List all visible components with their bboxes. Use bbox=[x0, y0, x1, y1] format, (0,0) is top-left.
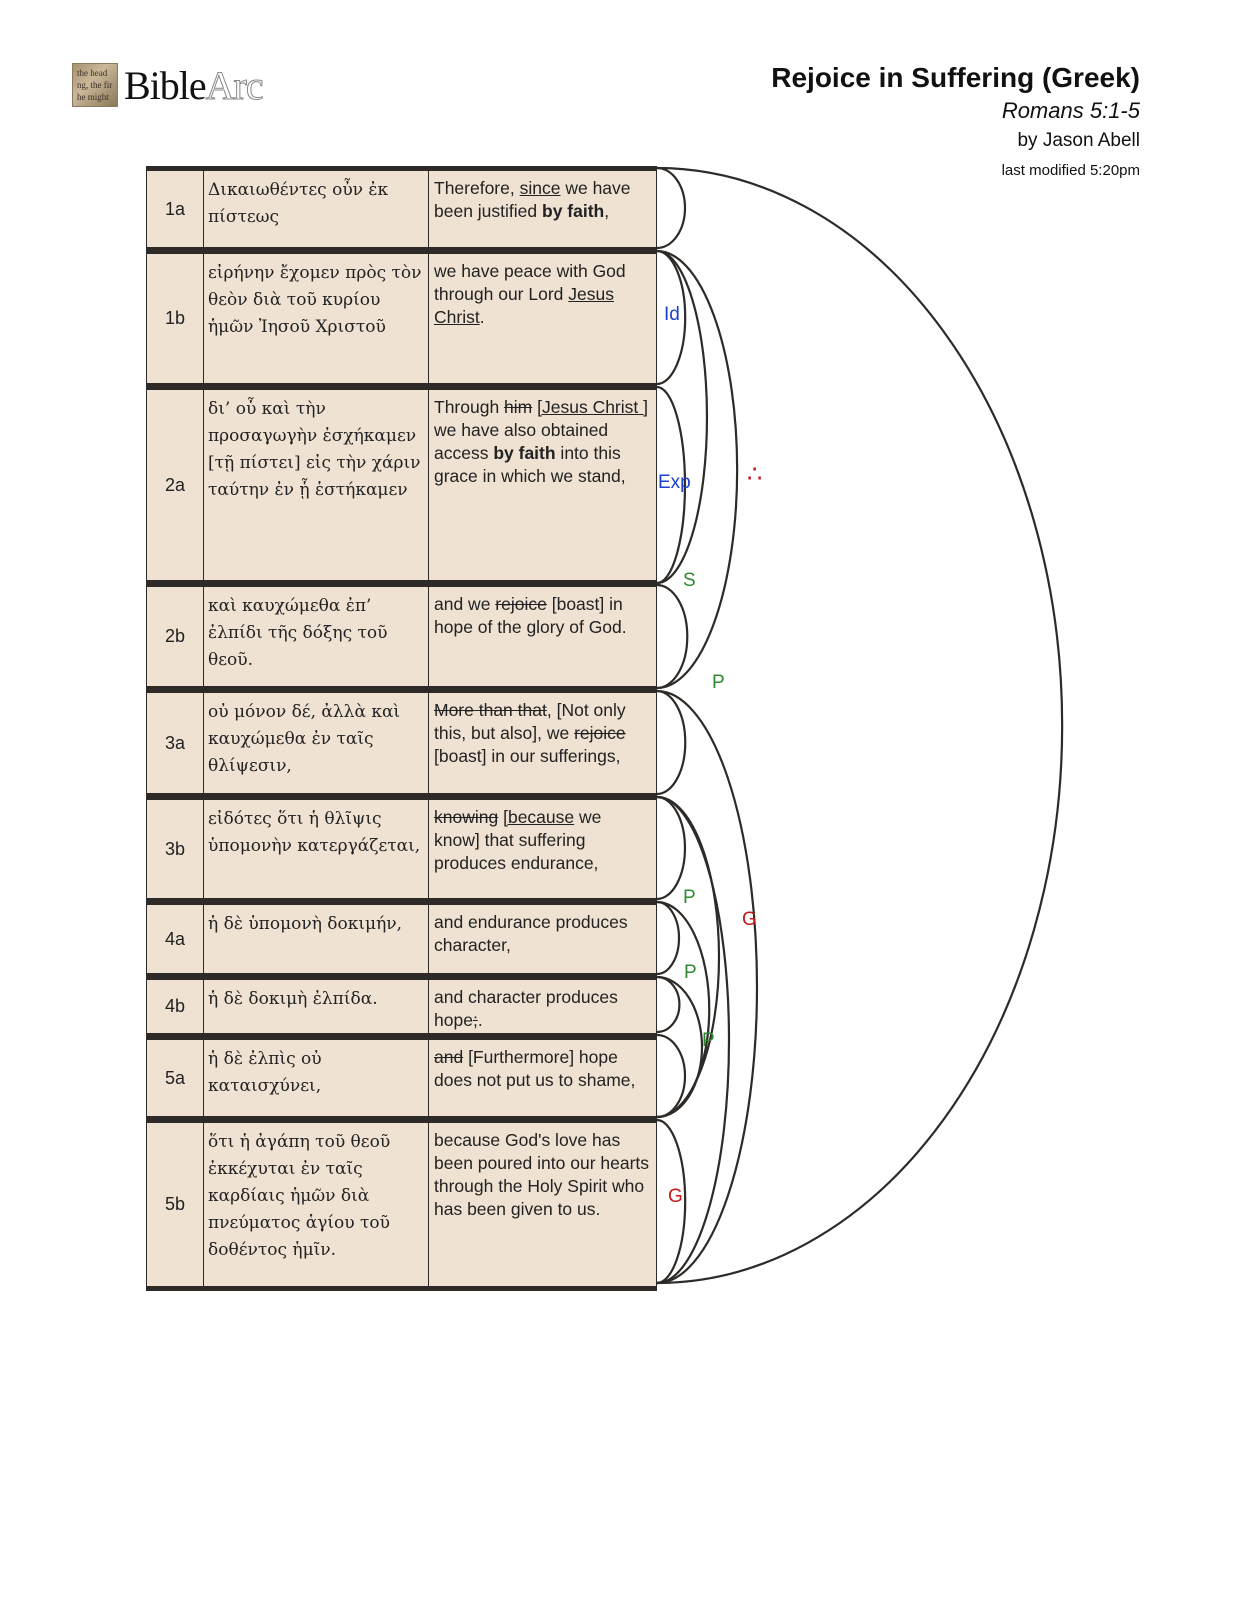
struck-segment: knowing bbox=[434, 807, 499, 827]
text-segment: and endurance produces character, bbox=[434, 912, 628, 955]
english-text bbox=[429, 693, 657, 793]
underlined-segment: [Jesus Christ ] bbox=[537, 397, 648, 417]
english-text bbox=[429, 587, 657, 686]
verse-label: 1a bbox=[146, 171, 204, 247]
verse-label: 2b bbox=[146, 587, 204, 686]
biblearc-logo[interactable] bbox=[72, 62, 263, 108]
relation-therefore: ∴ bbox=[747, 461, 763, 488]
english-text bbox=[429, 390, 657, 580]
proposition-row[interactable] bbox=[146, 975, 657, 1038]
proposition-row[interactable] bbox=[146, 1035, 657, 1121]
greek-text: ἡ δὲ δοκιμὴ ἐλπίδα. bbox=[202, 980, 429, 1033]
text-segment: [Furthermore] hope does not put us to shame, bbox=[434, 1047, 636, 1090]
struck-segment: ; bbox=[472, 1010, 478, 1030]
author: by Jason Abell bbox=[1017, 130, 1140, 151]
english-text bbox=[429, 1123, 657, 1286]
verse-label: 5a bbox=[146, 1040, 204, 1116]
arc-4a bbox=[657, 902, 679, 974]
relation-p: P bbox=[683, 887, 696, 908]
proposition-row[interactable] bbox=[146, 688, 657, 798]
text-segment: , bbox=[604, 201, 610, 221]
arc-3b-5a bbox=[657, 797, 719, 1117]
proposition-row[interactable] bbox=[146, 795, 657, 903]
relation-id: Id bbox=[664, 304, 680, 325]
relation-g: G bbox=[668, 1186, 683, 1207]
arc-4a-5a bbox=[657, 902, 709, 1117]
underlined-segment: Jesus Christ bbox=[434, 284, 614, 327]
text-segment: Therefore, bbox=[434, 178, 520, 198]
text-segment: [boast] in our sufferings, bbox=[434, 746, 621, 766]
greek-text: δι’ οὗ καὶ τὴν προσαγωγὴν ἐσχήκαμεν [τῇ πίστει] εἰς τὴν χάριν ταύτην ἐν ᾗ ἑστήκαμεν bbox=[202, 390, 429, 580]
text-segment: because God's love has been poured into our hearts through the Holy Spirit who has been given to us. bbox=[434, 1130, 650, 1219]
logo-text bbox=[124, 62, 263, 109]
logo-image bbox=[72, 63, 118, 107]
relation-g: G bbox=[742, 909, 757, 930]
arc-1b-2a bbox=[657, 251, 707, 583]
text-segment: we have peace with God through our Lord bbox=[434, 261, 626, 304]
logo-image-text-2: ng, the fir bbox=[77, 80, 113, 90]
text-segment: , [Not only this, but also], we bbox=[434, 700, 626, 743]
text-segment: and character produces hope bbox=[434, 987, 618, 1030]
proposition-row[interactable] bbox=[146, 900, 657, 978]
text-segment: we have also obtained access bbox=[434, 420, 609, 463]
arc-1a bbox=[657, 168, 685, 248]
text-segment: . bbox=[479, 307, 485, 327]
underlined-segment: [because bbox=[503, 807, 575, 827]
verse-label: 4b bbox=[146, 980, 204, 1033]
arc-3b-5b bbox=[657, 797, 729, 1283]
proposition-row[interactable] bbox=[146, 582, 657, 691]
text-segment: [boast] in hope of the glory of God. bbox=[434, 594, 627, 637]
arc-outer bbox=[657, 168, 1062, 1283]
struck-segment: him bbox=[504, 397, 533, 417]
struck-segment: rejoice bbox=[574, 723, 626, 743]
greek-text: καὶ καυχώμεθα ἐπ’ ἐλπίδι τῆς δόξης τοῦ θεοῦ. bbox=[202, 587, 429, 686]
greek-text: ἡ δὲ ἐλπὶς οὐ καταισχύνει, bbox=[202, 1040, 429, 1116]
underlined-segment: since bbox=[519, 178, 561, 198]
verse-label: 4a bbox=[146, 905, 204, 973]
page-title: Rejoice in Suffering (Greek) bbox=[771, 62, 1140, 93]
verse-label: 3a bbox=[146, 693, 204, 793]
greek-text: εἰδότες ὅτι ἡ θλῖψις ὑπομονὴν κατεργάζεται, bbox=[202, 800, 429, 898]
text-segment: we have been justified bbox=[434, 178, 631, 221]
greek-text: Δικαιωθέντες οὖν ἐκ πίστεως bbox=[202, 171, 429, 247]
verse-label: 5b bbox=[146, 1123, 204, 1286]
verse-label: 1b bbox=[146, 254, 204, 383]
relation-p: P bbox=[702, 1030, 715, 1051]
arc-3a bbox=[657, 691, 685, 794]
english-text bbox=[429, 980, 657, 1033]
logo-text-arc: Arc bbox=[205, 62, 263, 108]
relation-exp: Exp bbox=[658, 472, 691, 493]
greek-text: οὐ μόνον δέ, ἀλλὰ καὶ καυχώμεθα ἐν ταῖς θλίψεσιν, bbox=[202, 693, 429, 793]
proposition-row[interactable] bbox=[146, 385, 657, 585]
arc-5a bbox=[657, 1035, 685, 1117]
relation-p: P bbox=[684, 962, 697, 983]
page-header bbox=[771, 62, 1140, 179]
proposition-row[interactable] bbox=[146, 249, 657, 388]
relation-s: S bbox=[683, 570, 696, 591]
text-segment: into this grace in which we stand, bbox=[434, 443, 626, 486]
greek-text: εἰρήνην ἔχομεν πρὸς τὸν θεὸν διὰ τοῦ κυρίου ἡμῶν Ἰησοῦ Χριστοῦ bbox=[202, 254, 429, 383]
english-text bbox=[429, 800, 657, 898]
english-text bbox=[429, 254, 657, 383]
logo-image-text-3: he might bbox=[77, 92, 109, 102]
text-segment: . bbox=[477, 1010, 483, 1030]
verse-label: 3b bbox=[146, 800, 204, 898]
greek-text: ἡ δὲ ὑπομονὴ δοκιμήν, bbox=[202, 905, 429, 973]
struck-segment: and bbox=[434, 1047, 464, 1067]
last-modified: last modified 5:20pm bbox=[1001, 162, 1140, 179]
arc-4b-5a bbox=[657, 977, 702, 1117]
struck-segment: More than that bbox=[434, 700, 547, 720]
bold-segment: by faith bbox=[493, 443, 556, 463]
arc-4b bbox=[657, 977, 679, 1032]
logo-image-text-1: the head bbox=[77, 68, 108, 78]
proposition-row[interactable] bbox=[146, 166, 657, 252]
proposition-row[interactable] bbox=[146, 1118, 657, 1291]
relation-p: P bbox=[712, 672, 725, 693]
text-segment: Through bbox=[434, 397, 505, 417]
verse-label: 2a bbox=[146, 390, 204, 580]
arc-3b bbox=[657, 797, 685, 899]
english-text bbox=[429, 905, 657, 973]
text-segment: we know] that suffering produces endurance, bbox=[434, 807, 602, 873]
logo-text-bible: Bible bbox=[124, 62, 206, 108]
english-text bbox=[429, 1040, 657, 1116]
struck-segment: rejoice bbox=[495, 594, 547, 614]
arc-2b bbox=[657, 585, 687, 688]
scripture-reference: Romans 5:1-5 bbox=[1001, 98, 1140, 123]
text-segment: and we bbox=[434, 594, 496, 614]
bold-segment: by faith bbox=[542, 201, 605, 221]
english-text bbox=[429, 171, 657, 247]
greek-text: ὅτι ἡ ἀγάπη τοῦ θεοῦ ἐκκέχυται ἐν ταῖς καρδίαις ἡμῶν διὰ πνεύματος ἁγίου τοῦ δοθέντος ἡμῖν. bbox=[202, 1123, 429, 1286]
